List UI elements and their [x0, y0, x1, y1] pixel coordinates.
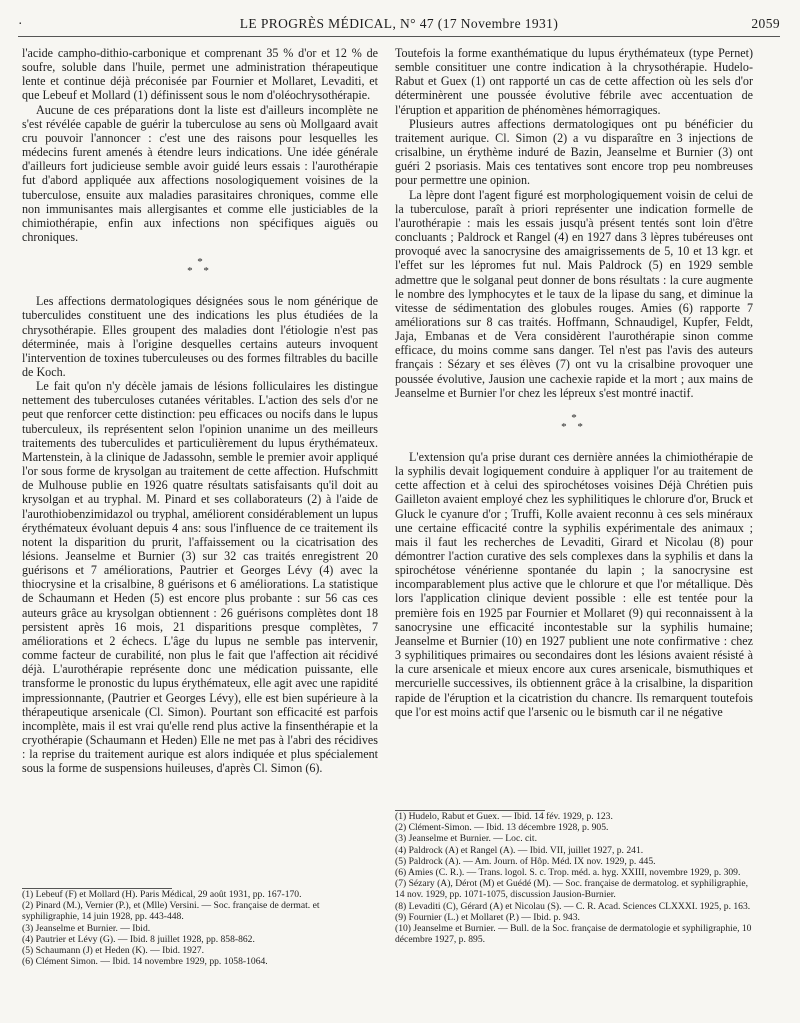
header-mark: ·	[18, 16, 23, 31]
footnote: (2) Pinard (M.), Vernier (P.), et (Mlle) Versini. — Soc. française de dermat. et syphiligraphie, 14 juin 1928, pp. 443-448.	[22, 900, 320, 923]
paragraph: Le fait qu'on n'y décèle jamais de lésions folliculaires les distingue nettement des tuberculoses cutanées véritables. L'action des sels d'or ne peut que renforcer cette distinction: peu efficaces ou nocifs dans le lupus tuberculeux, ils représentent selon l'opinion unanime un des meilleurs traitements des tuberculides et particulièrement du lupus érythémateux. Martenstein, à la clinique de Jadassohn, semble le premier avoir appliqué l'or sous forme de krysolgan au traitement de cette affection. Hufschmitt de Mulhouse publie en 1926 quatre résultats satisfaisants qu'il doit au krysolgan et au tryphal. M. Pinard et ses collaborateurs (2) à l'aide de l'aurothiobenzimidazol ou tryphal, améliorent considérablement un lupus érythémateux évoluant depuis 4 ans: sous l'influence de ce traitement ils notent la disparition du prurit, l'affaissement ou la cicatrisation des lésions. Jeanselme et Burnier (3) sur 32 cas traités enregistrent 20 guérisons et 7 améliorations, Pautrier et Georges Lévy (4) avec la thiocrysine et la crisalbine, 8 guérisons et 6 améliorations. La statistique de Schaumann et Heden (5) est encore plus probante : sur 56 cas ces auteurs grâce au krysolgan obtiennent : 26 guérisons complètes dont 18 persistent après 16 mois, 21 disparitions presque complètes, 7 améliorations et 2 échecs. L'âge du lupus ne semble pas intervenir, comme facteur de curabilité, non plus le fait que l'affection ait récidivé déjà. L'aurothérapie représente donc une médication puissante, elle transforme le pronostic du lupus érythémateux, elle agit avec une rapidité impressionnante, (Pautrier et Georges Lévy), elle est bien supérieure à la thérapeutique arsenicale (Cl. Simon). Pourtant son efficacité est parfois incomplète, mais il est vrai qu'elle rend plus active la finsenthérapie et la cryothérapie (Schaumann et Heden) Elle ne met pas à l'abri des récidives : la reprise du traitement aurique est alors indiquée et plus spécialement sous la forme de suspensions huileuses, d'après Cl. Simon (6).	[22, 379, 378, 776]
footnote: (4) Paldrock (A) et Rangel (A). — Ibid. VII, juillet 1927, p. 241.	[395, 844, 644, 856]
left-column	[22, 46, 378, 776]
footnote: (3) Jeanselme et Burnier. — Ibid.	[22, 922, 151, 934]
footnote: (6) Amies (C. R.). — Trans. logol. S. c. Trop. méd. a. hyg. XXIII, novembre 1929, p. 309.	[395, 867, 741, 879]
separator-bottom: * *	[561, 420, 587, 433]
paragraph: Aucune de ces préparations dont la liste est d'ailleurs incomplète ne s'est révélée capable de guérir la tuberculose au sens où Mollgaard avait cru pouvoir l'annoncer : c'est une des raisons pour lesquelles les médecins furent amenés à étendre leurs indications. Une idée générale d'ailleurs fort judicieuse semble avoir guidé leurs essais : l'aurothérapie fut d'abord appliquée aux affections nosologiquement voisines de la tuberculose, ensuite aux maladies parasitaires chroniques, comme elle non immunisantes mais allergisantes et comme elle justiciables de la chimiothérapie, enfin aux infections non spécifiques aiguës ou chroniques.	[22, 102, 378, 245]
footnote: (5) Paldrock (A). — Am. Journ. of Hôp. Méd. IX nov. 1929, p. 445.	[395, 855, 656, 867]
footnote: (4) Pautrier et Lévy (G). — Ibid. 8 juillet 1928, pp. 858-862.	[22, 933, 255, 945]
footnote: (1) Lebeuf (F) et Mollard (H). Paris Médical, 29 août 1931, pp. 167-170.	[22, 889, 302, 900]
journal-title: LE PROGRÈS MÉDICAL, N° 47 (17 Novembre 1931)	[239, 16, 559, 31]
section-separator	[395, 411, 753, 433]
footnote: (10) Jeanselme et Burnier. — Bull. de la Soc. française de dermatologie et syphiligraphie, 10 décembre 1927, p. 895.	[395, 923, 752, 946]
separator-top: *	[197, 256, 203, 269]
footnote: (3) Jeanselme et Burnier. — Loc. cit.	[395, 833, 537, 845]
separator-top: *	[571, 411, 577, 424]
left-footnotes	[22, 888, 378, 967]
footnote: (8) Levaditi (C), Gérard (A) et Nicolau (S). — C. R. Acad. Sciences CLXXXI. 1925, p. 163.	[395, 900, 751, 912]
page-number: 2059	[751, 16, 780, 31]
paragraph: L'extension qu'a prise durant ces dernière années la chimiothérapie de la syphilis devait logiquement conduire à appliquer l'or au traitement de cette affection et à celui des spirochétoses voisines Déjà Chrétien puis Gailleton avaient employé chez les syphilitiques le chlorure d'or, Bruck et Gluck le cyanure d'or ; Truffi, Kolle avaient reconnu à ces sels minéraux une certaine efficacité contre la syphilis expérimentale des animaux ; mais il faut les recherches de Levaditi, Girard et Nicolau (8) pour démontrer l'action curative des sels complexes dans la syphilis et dans la spirochétose vénérienne spontanée du lapin ; la sanocrysine est incomparablement plus active que le chlorure et que l'or métallique. Dès lors l'application clinique devient possible : elle est tentée pour la première fois en 1925 par Fournier et Mollaret (9) qui reconnaissent à la sanocrysine une efficacité incontestable sur la syphilis humaine; Jeanselme et Burnier (10) en 1927 publient une note confirmative : chez 3 syphilitiques primaires ou secondaires dont les lésions avaient résisté à la cure arsenicale et mieux encore aux cures arsenicale, bismuthiques et mercurielle successives, ils obtiennent grâce à la crisalbine, la disparition rapide de l'éruption et la cicatristion du chancre. Ils remarquent toutefois que l'or est moins actif que l'arsenic ou le bismuth car il ne négative	[395, 449, 753, 719]
separator-bottom: * *	[187, 265, 213, 278]
right-column	[395, 46, 753, 719]
section-separator	[22, 258, 378, 276]
footnote: (5) Schaumann (J) et Heden (K). — Ibid. 1927.	[22, 945, 204, 957]
footnote: (1) Hudelo, Rabut et Guex. — Ibid. 14 fév. 1929, p. 123.	[395, 811, 613, 822]
right-footnotes	[395, 810, 753, 945]
paragraph: Toutefois la forme exanthématique du lupus érythémateux (type Pernet) semble consitituer une contre indication à la chrysothérapie. Hudelo-Rabut et Guex (1) ont rapporté un cas de cette affection où les sels d'or déterminèrent une poussée évolutive fébrile avec accentuation de l'éruption et apparition de phénomènes hémorragiques.	[395, 46, 753, 117]
paragraph: Plusieurs autres affections dermatologiques ont pu bénéficier du traitement aurique. Cl. Simon (2) a vu disparaître en 3 injections de crisalbine, un érythème induré de Bazin, Jeanselme et Burnier (3) ont guéri 2 psoriasis. Mais ces tentatives sont encore trop peu nombreuses pour permettre une opinion.	[395, 116, 753, 188]
footnote: (7) Sézary (A), Dérot (M) et Guédé (M). — Soc. française de dermatolog. et syphiligraphie, 14 nov. 1929, pp. 1071-1075, discussion Jausion-Burnier.	[395, 878, 748, 901]
running-header	[18, 14, 780, 37]
footnote: (6) Clément Simon. — Ibid. 14 novembre 1929, pp. 1058-1064.	[22, 956, 268, 968]
paragraph: l'acide campho-dithio-carbonique et comprenant 35 % d'or et 12 % de soufre, soluble dans l'huile, permet une administration thérapeutique lente et continue déjà préconisée par Fournier et Mollaret, Levaditi, et que Lebeuf et Mollard (1) définissent sous le nom d'oléochrysothérapie.	[22, 46, 378, 103]
footnote: (2) Clément-Simon. — Ibid. 13 décembre 1928, p. 905.	[395, 822, 609, 834]
paragraph: La lèpre dont l'agent figuré est morphologiquement voisin de celui de la tuberculose, paraît à priori représenter une indication formelle de l'aurothérapie : mais les essais jusqu'à présent tentés sont loin d'être concluants ; Paldrock et Rangel (4) en 1927 dans 3 lèpres tubéreuses ont provoqué avec la sanocrysine des amaigrissements de 5, 10 et 13 kgr. et l'effet sur les lépromes fut nul. Mais Paldrock (5) en 1929 semble admettre que le solganal peut donner de bons résultats : la cure augmente le nombre des lymphocytes et le taux de la lipase du sang, et diminue la vitesse de sédimentation des globules rouges. Amies (6) rapporte 7 améliorations sur 8 cas traités. Hoffmann, Schnaudigel, Kupfer, Feldt, Jaja, Embanas et de Vera considèrent l'aurothérapie sinon comme efficace, du moins comme sans danger. Tel n'est pas l'avis des auteurs français : Sézary et ses élèves (7) ont vu la crisalbine provoquer une poussée évolutive, Jausion une cachexie rapide et la mort ; aux mains de Jeanselme et Burnier l'or chez les lépreux s'est montré inactif.	[395, 187, 753, 400]
paragraph: Les affections dermatologiques désignées sous le nom générique de tuberculides constituent une des indications les plus étudiées de la chrysothérapie. Elles groupent des maladies dont l'étiologie n'est pas déterminée, mais à l'origine desquelles certains auteurs invoquent l'intervention de toxines tuberculeuses ou des formes filtrables du bacille de Koch.	[22, 294, 378, 379]
footnote: (9) Fournier (L.) et Mollaret (P.) — Ibid. p. 943.	[395, 911, 580, 923]
